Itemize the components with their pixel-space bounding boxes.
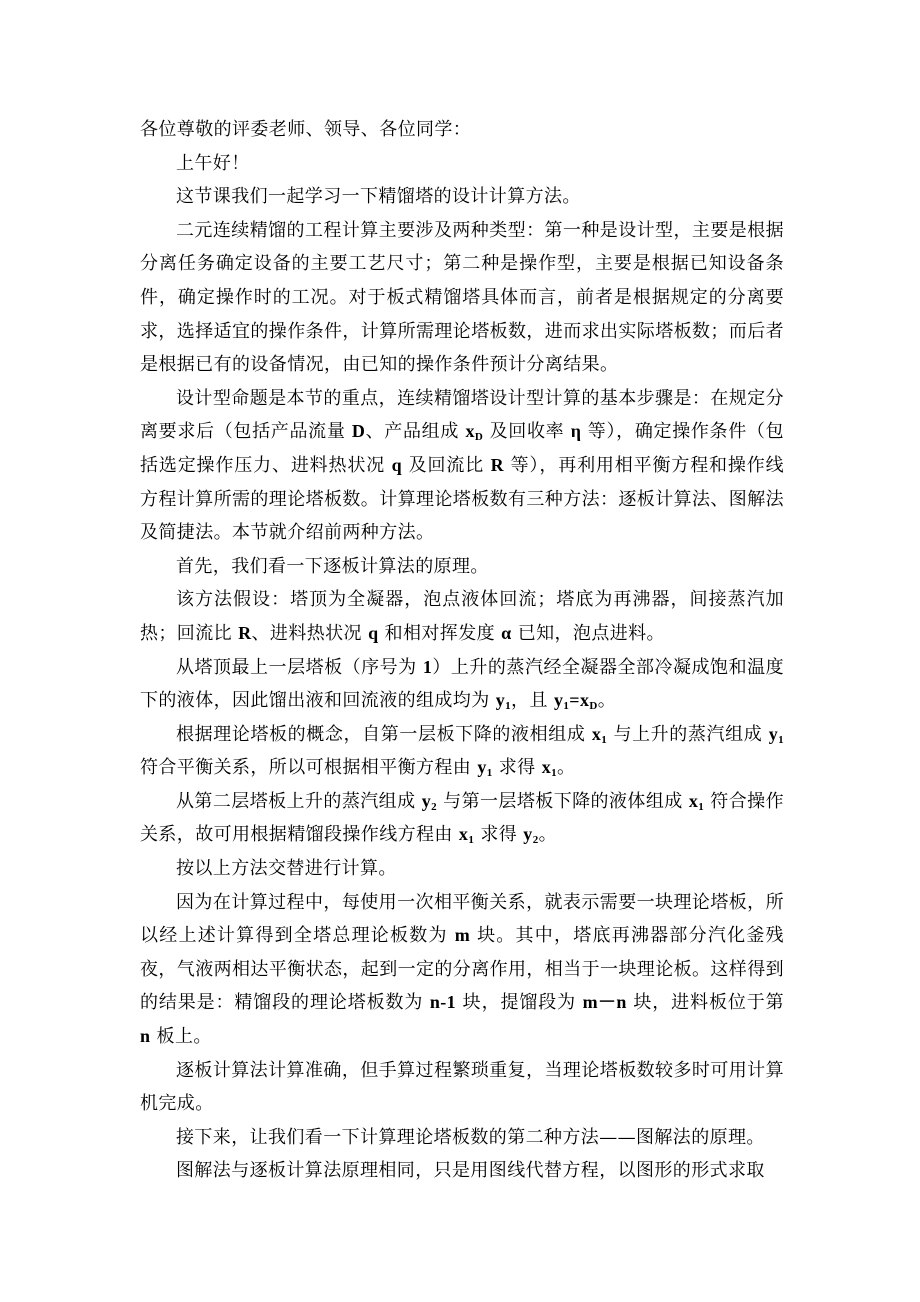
paragraph-1: 上午好！: [176, 152, 250, 174]
paragraph-10: 按以上方法交替进行计算。: [176, 858, 397, 880]
paragraph-14: 图解法与逐板计算法原理相同，只是用图线代替方程，以图形的形式求取: [176, 1160, 765, 1182]
paragraph-13: 接下来，让我们看一下计算理论塔板数的第二种方法——图解法的原理。: [176, 1126, 765, 1148]
document-page: [140, 113, 784, 1188]
paragraph-5: 首先，我们看一下逐板计算法的原理。: [176, 555, 489, 577]
paragraph-12: 逐板计算法计算准确，但手算过程繁琐重复，当理论塔板数较多时可用计算机完成。: [140, 1059, 784, 1115]
paragraph-0: 各位尊敬的评委老师、领导、各位同学：: [140, 119, 472, 140]
paragraph-3: 二元连续精馏的工程计算主要涉及两种类型：第一种是设计型，主要是根据分离任务确定设备的主要工艺尺寸；第二种是操作型，主要是根据已知设备条件，确定操作时的工况。对于板式精馏塔具体而言，前者是根据规定的分离要求，选择适宜的操作条件，计算所需理论塔板数，进而求出实际塔板数；而后者是根据已有的设备情况，由已知的操作条件预计分离结果。: [140, 219, 784, 376]
paragraph-2: 这节课我们一起学习一下精馏塔的设计计算方法。: [176, 186, 581, 208]
paragraph-11: 因为在计算过程中，每使用一次相平衡关系，就表示需要一块理论塔板，所以经上述计算得到全塔总理论板数为 m 块。其中，塔底再沸器部分汽化釜残夜，气液两相达平衡状态，起到一定的分离作用，相当于一块理论板。这样得到的结果是：精馏段的理论塔板数为 n-1 块，提馏段为 m－n 块，进料板位于第 n 板上。: [140, 891, 784, 1048]
paragraph-4: 设计型命题是本节的重点，连续精馏塔设计型计算的基本步骤是：在规定分离要求后（包括产品流量 D、产品组成 $x_D$ 及回收率 η 等），确定操作条件（包括选定操作压力、进料热状况 q 及回流比 R 等），再利用相平衡方程和操作线方程计算所需的理论塔板数。计算理论塔板数有三种方法：逐板计算法、图解法及简捷法。本节就介绍前两种方法。: [140, 387, 785, 544]
paragraph-6: 该方法假设：塔顶为全凝器，泡点液体回流；塔底为再沸器，间接蒸汽加热；回流比 R、进料热状况 q 和相对挥发度 α 已知，泡点进料。: [140, 589, 784, 644]
paragraph-9: 从第二层塔板上升的蒸汽组成 $y_2$ 与第一层塔板下降的液体组成 $x_1$ 符合操作关系，故可用根据精馏段操作线方程由 $x_1$ 求得 $y_2$。: [140, 790, 784, 847]
paragraph-7: 从塔顶最上一层塔板（序号为 1）上升的蒸汽经全凝器全部冷凝成饱和温度下的液体，因此馏出液和回流液的组成均为 $y_1$，且 $y_1=x_D$。: [140, 656, 784, 713]
paragraph-8: 根据理论塔板的概念，自第一层板下降的液相组成 $x_1$ 与上升的蒸汽组成 $y_1$ 符合平衡关系，所以可根据相平衡方程由 $y_1$ 求得 $x_1$。: [140, 723, 785, 780]
